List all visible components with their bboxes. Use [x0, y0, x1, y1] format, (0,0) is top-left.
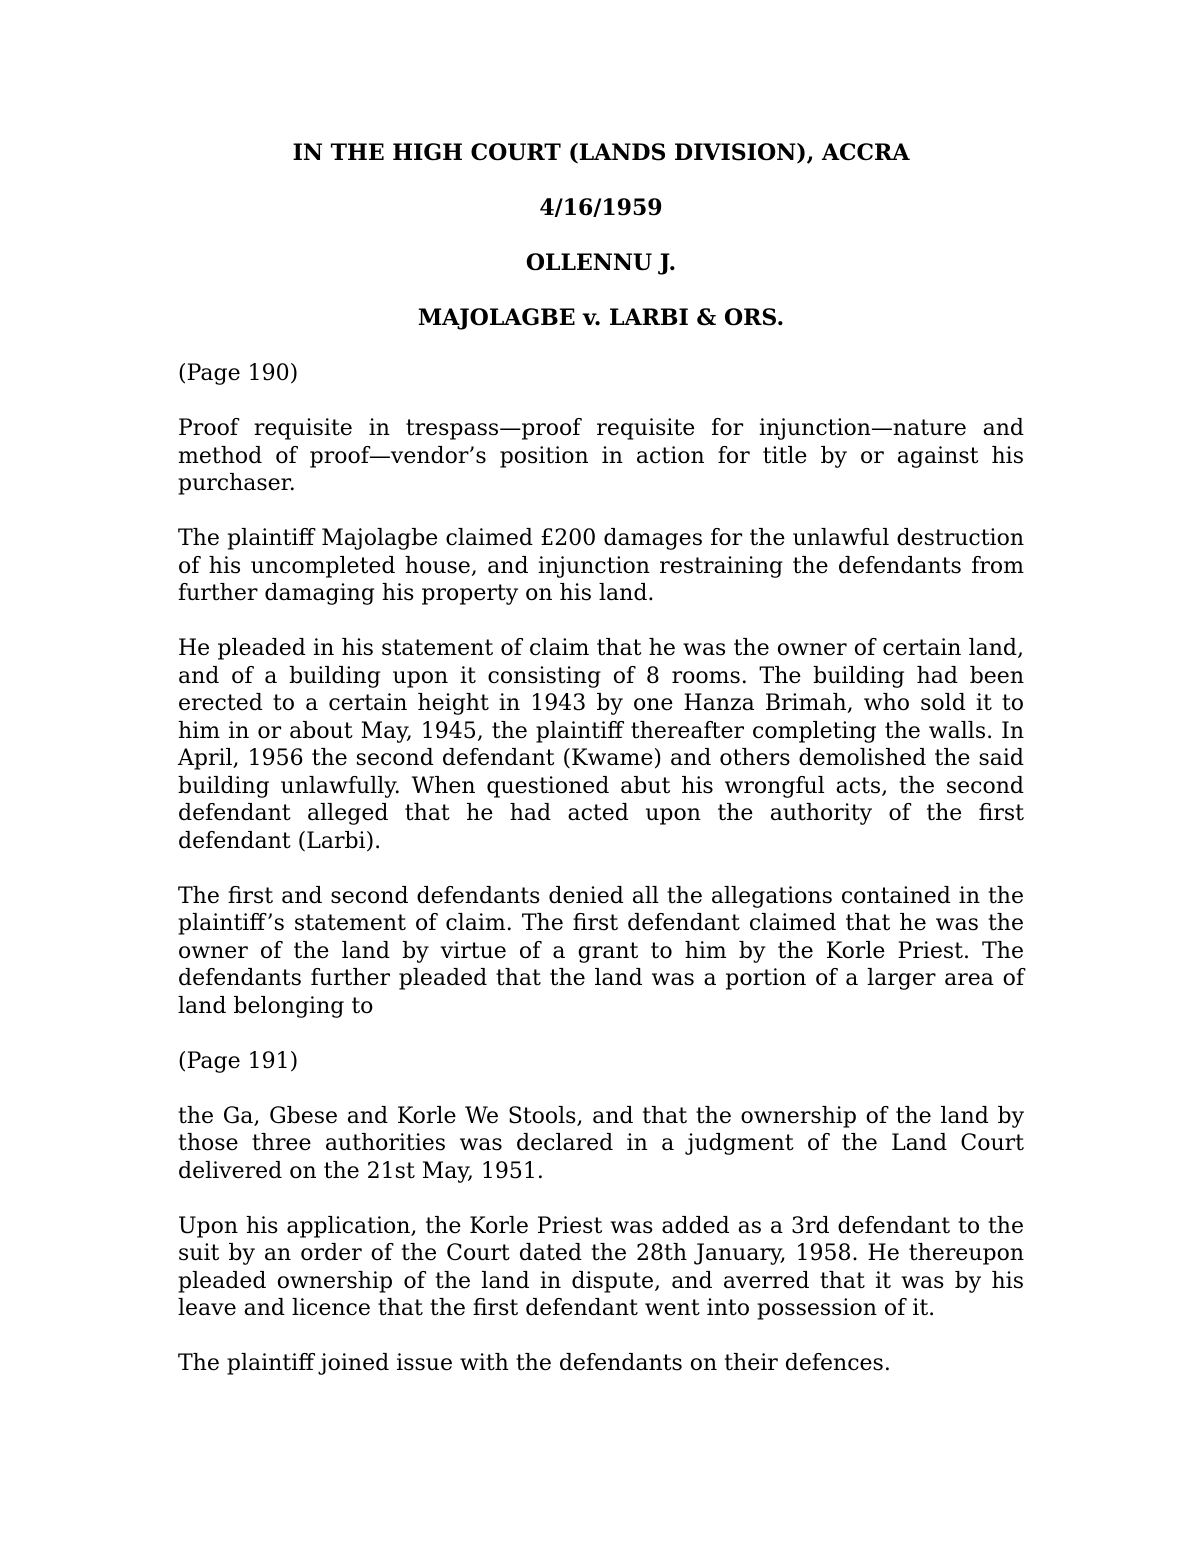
document-page: [178, 140, 1024, 1405]
judge-name: OLLENNU J.: [525, 250, 677, 276]
headnote-paragraph: Proof requisite in trespass—proof requisite for injunction—nature and method of proof—vendor’s position in action for title by or against his purchaser.: [178, 416, 1024, 496]
page-reference-191: (Page 191): [178, 1048, 299, 1074]
case-title: MAJOLAGBE v. LARBI & ORS.: [417, 305, 785, 331]
joinder-paragraph: The plaintiff joined issue with the defendants on their defences.: [178, 1351, 891, 1376]
third-defendant-paragraph: Upon his application, the Korle Priest was added as a 3rd defendant to the suit by an order of the Court dated the 28th January, 1958. He thereupon pleaded ownership of the land in dispute, and averred that it was by his leave and licence that the first defendant went into possession of it.: [178, 1213, 1024, 1321]
defence-paragraph: The first and second defendants denied all the allegations contained in the plaintiff’s statement of claim. The first defendant claimed that he was the owner of the land by virtue of a grant to him by the Korle Priest. The defendants further pleaded that the land was a portion of a larger area of land belonging to: [178, 883, 1024, 1019]
stools-paragraph: the Ga, Gbese and Korle We Stools, and that the ownership of the land by those three authorities was declared in a judgment of the Land Court delivered on the 21st May, 1951.: [178, 1103, 1024, 1184]
page-reference-190: (Page 190): [178, 361, 299, 386]
statement-of-claim-paragraph: He pleaded in his statement of claim that he was the owner of certain land, and of a building upon it consisting of 8 rooms. The building had been erected to a certain height in 1943 by one Hanza Brimah, who sold it to him in or about May, 1945, the plaintiff thereafter completing the walls. In April, 1956 the second defendant (Kwame) and others demolished the said building unlawfully. When questioned abut his wrongful acts, the second defendant alleged that he had acted upon the authority of the first defendant (Larbi).: [178, 636, 1024, 854]
court-heading: IN THE HIGH COURT (LANDS DIVISION), ACCRA: [292, 140, 910, 166]
claim-paragraph: The plaintiff Majolagbe claimed £200 damages for the unlawful destruction of his uncompleted house, and injunction restraining the defendants from further damaging his property on his land.: [178, 526, 1024, 606]
judgment-date: 4/16/1959: [539, 195, 663, 221]
